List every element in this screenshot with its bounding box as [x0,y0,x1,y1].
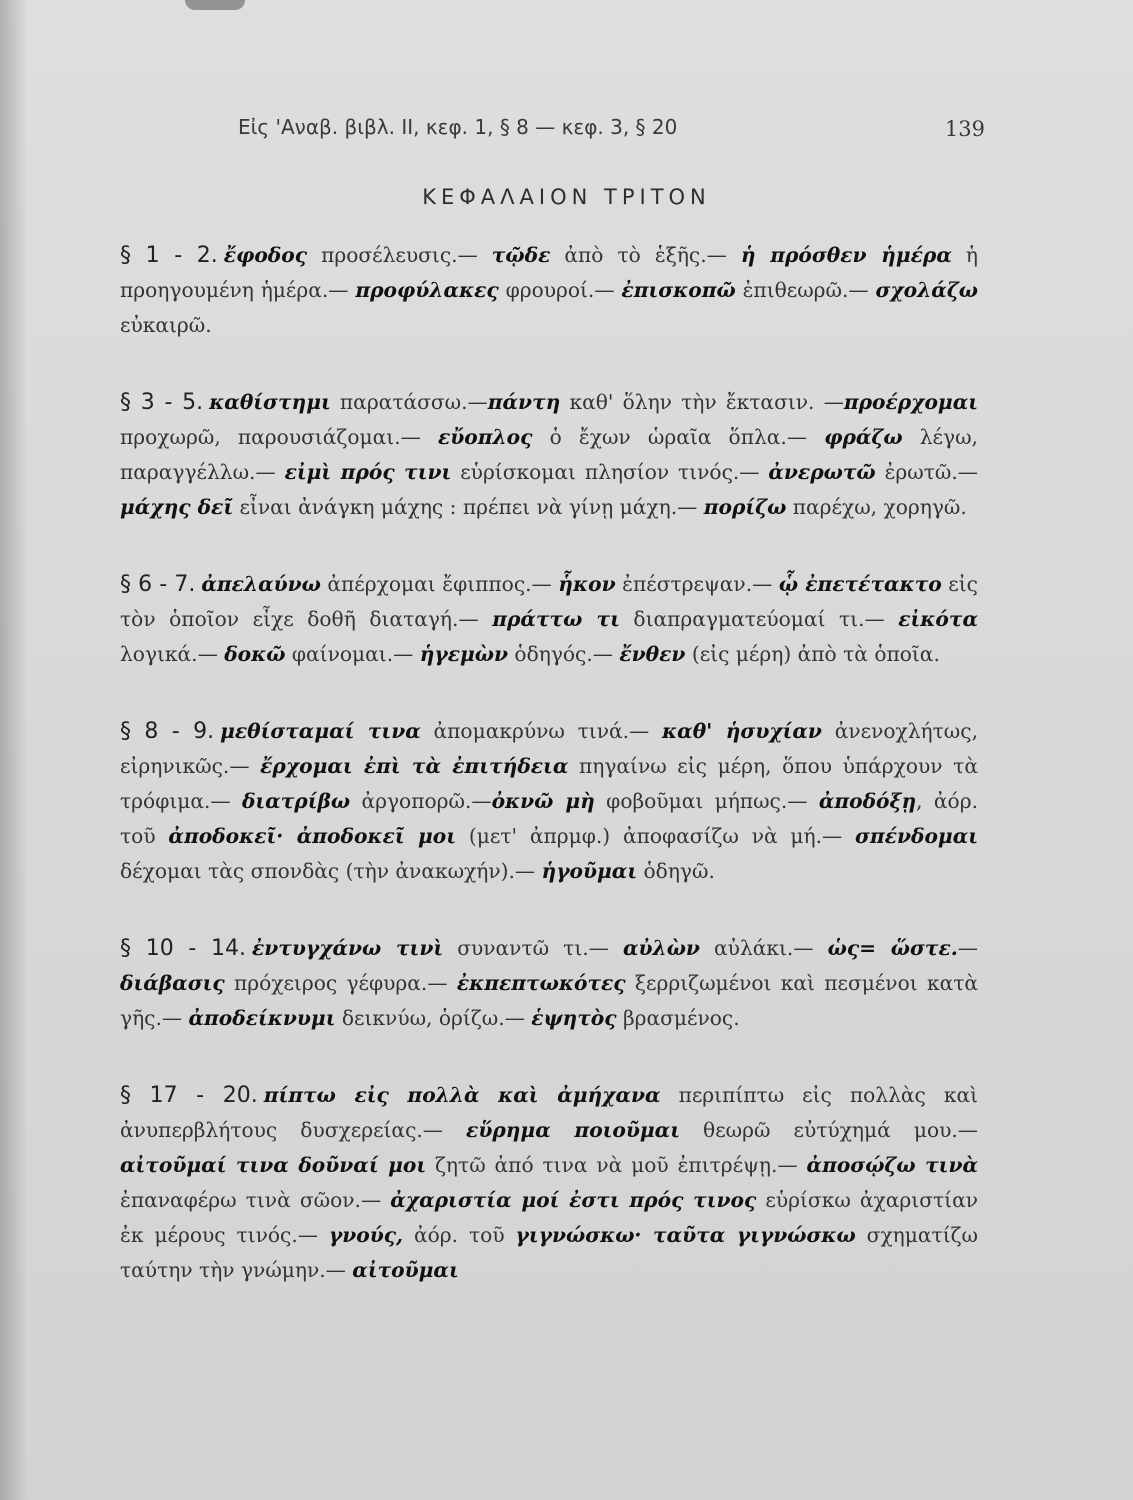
gloss: διαπραγματεύομαί τι.— [619,607,899,631]
glossary-sections [120,238,978,1330]
gloss: (μετ' ἀπρμφ.) ἀποφασίζω νὰ μή.— [456,824,856,848]
gloss: ξερριζωμένοι καὶ πεσμένοι κατὰ γῆς.— [120,971,978,1030]
gloss: σχηματίζω ταύτην τὴν γνώμην.— [120,1223,979,1282]
headword: πίπτω εἰς πολλὰ καὶ ἀμήχανα [263,1083,661,1107]
gloss: ἀπὸ τὸ ἑξῆς.— [550,243,741,267]
gloss: παρέχω, χορηγῶ. [786,495,967,519]
gloss: ὁ ἔχων ὡραῖα ὅπλα.— [532,425,825,449]
gloss: ἀργοπορῶ.— [350,789,492,813]
headword: αἰτοῦμαι [352,1258,459,1282]
headword: ἐπισκοπῶ [621,278,736,302]
gloss: παρατάσσω.— [330,390,488,414]
section-17-20 [120,1078,978,1288]
headword: ἐκπεπτωκότες [456,971,626,995]
gloss: εὐκαιρῶ. [120,313,212,337]
gloss: λέγω, παραγγέλλω.— [120,425,978,484]
chapter-title: ΚΕΦΑΛΑΙΟΝ ΤΡΙΤΟΝ [422,185,711,209]
headword: γιγνώσκω· ταῦτα γιγνώσκω [515,1223,856,1247]
gloss: ἐρωτῶ.— [875,460,978,484]
headword: γνούς, [328,1223,404,1247]
headword: τῷδε [491,243,551,267]
running-head: Εἰς 'Αναβ. βιβλ. II, κεφ. 1, § 8 — κεφ. 3, § 20 [238,115,678,139]
headword: ἑψητὸς [531,1006,617,1030]
gloss: ἀόρ. τοῦ [403,1223,516,1247]
gloss: αὐλάκι.— [699,936,828,960]
gloss: (εἰς μέρη) ἀπὸ τὰ ὁποῖα. [685,642,940,666]
headword: δοκῶ [224,642,286,666]
headword: εὔοπλος [437,425,533,449]
gloss: ἐπαναφέρω τινὰ σῶον.— [120,1188,391,1212]
gloss: εὑρίσκομαι πλησίον τινός.— [451,460,769,484]
gloss: εἶναι ἀνάγκη μάχης : πρέπει νὰ γίνῃ μάχη.— [233,495,704,519]
gloss: ἐπιθεωρῶ.— [735,278,876,302]
section-number: § 17 - 20. [120,1083,258,1108]
gloss: θεωρῶ εὐτύχημά μου.— [679,1118,978,1142]
headword: διατρίβω [241,789,351,813]
headword: αἰτοῦμαί τινα δοῦναί μοι [120,1153,427,1177]
headword: σπένδομαι [855,824,978,848]
gloss: προχωρῶ, παρουσιάζομαι.— [120,425,438,449]
section-8-9 [120,714,978,889]
gloss: εἰς τὸν ὁποῖον εἶχε δοθῆ διαταγή.— [120,572,978,631]
gloss: πρόχειρος γέφυρα.— [224,971,457,995]
gloss: προσέλευσις.— [307,243,492,267]
headword: διάβασις [120,971,225,995]
section-6-7 [120,567,978,672]
section-number: § 1 - 2. [120,243,218,268]
section-1-2 [120,238,978,343]
gloss: ζητῶ ἀπό τινα νὰ μοῦ ἐπιτρέψῃ.— [426,1153,807,1177]
gloss: λογικά.— [120,642,225,666]
headword: ἡγοῦμαι [541,859,638,883]
section-number: § 8 - 9. [120,719,215,744]
gloss: , ἀόρ. τοῦ [120,789,978,848]
gloss: ἡ προηγουμένη ἡμέρα.— [120,243,979,302]
gloss: ἀνενοχλήτως, εἰρηνικῶς.— [120,719,978,778]
section-number: § 3 - 5. [120,390,204,415]
gloss: — [957,936,978,960]
gloss: βρασμένος. [616,1006,740,1030]
headword: πράττω τι [492,607,620,631]
headword: ἀνερωτῶ [768,460,876,484]
page-number: 139 [944,117,985,141]
headword: προφύλακες [355,278,499,302]
gloss: φαίνομαι.— [285,642,420,666]
headword: ἀποδοκεῖ· ἀποδοκεῖ μοι [168,824,457,848]
gloss: εὑρίσκω ἀχαριστίαν ἐκ μέρους τινός.— [120,1188,978,1247]
headword: προέρχομαι [843,390,978,414]
headword: φράζω [824,425,903,449]
headword: εἰμὶ πρός τινι [284,460,452,484]
headword: ἧκον [558,572,616,596]
section-number: § 10 - 14. [120,936,246,961]
headword: σχολάζω [875,278,978,302]
gloss: πηγαίνω εἰς μέρη, ὅπου ὑπάρχουν τὰ τρόφιμα.— [120,754,978,813]
headword: ἀπελαύνω [201,572,321,596]
gloss: ἐπέστρεψαν.— [615,572,779,596]
headword: ἔνθεν [619,642,686,666]
scan-corner-mark [185,0,245,10]
headword: μεθίσταμαί τινα [220,719,421,743]
page-edge-shadow [0,0,28,1500]
section-3-5 [120,385,978,525]
headword: καθ' ἡσυχίαν [662,719,822,743]
gloss: ὁδηγῶ. [637,859,715,883]
gloss: ὁδηγός.— [508,642,620,666]
gloss: φοβοῦμαι μήπως.— [594,789,819,813]
headword: ἔφοδος [223,243,308,267]
gloss: δεικνύω, ὁρίζω.— [335,1006,532,1030]
section-number: § 6 - 7. [120,572,196,597]
headword: ἀποδόξῃ [818,789,917,813]
headword: πορίζω [703,495,787,519]
headword: αὐλὼν [623,936,700,960]
headword: εὕρημα ποιοῦμαι [466,1118,680,1142]
headword: ἐντυγχάνω τινὶ [252,936,444,960]
gloss: ἀπομακρύνω τινά.— [420,719,663,743]
gloss: καθ' ὅλην τὴν ἔκτασιν. — [560,390,844,414]
headword: πάντη [487,390,561,414]
gloss: φρουροί.— [498,278,622,302]
gloss: ἀπέρχομαι ἔφιππος.— [320,572,559,596]
headword: ἡγεμὼν [419,642,508,666]
headword: ὡς= ὥστε. [827,936,958,960]
headword: ἀποδείκνυμι [188,1006,336,1030]
headword: ἀχαριστία μοί ἐστι πρός τινος [390,1188,757,1212]
headword: καθίστημι [209,390,331,414]
headword: ἡ πρόσθεν ἡμέρα [740,243,952,267]
gloss: δέχομαι τὰς σπονδὰς (τὴν ἀνακωχήν).— [120,859,542,883]
headword: ὀκνῶ μὴ [491,789,595,813]
headword: ᾧ ἐπετέτακτο [778,572,942,596]
gloss: συναντῶ τι.— [443,936,623,960]
gloss: περιπίπτω εἰς πολλὰς καὶ ἀνυπερβλήτους δυσχερείας.— [120,1083,978,1142]
headword: ἀποσῴζω τινὰ [806,1153,978,1177]
headword: εἰκότα [898,607,978,631]
headword: μάχης δεῖ [120,495,234,519]
section-10-14 [120,931,978,1036]
headword: ἔρχομαι ἐπὶ τὰ ἐπιτήδεια [260,754,569,778]
